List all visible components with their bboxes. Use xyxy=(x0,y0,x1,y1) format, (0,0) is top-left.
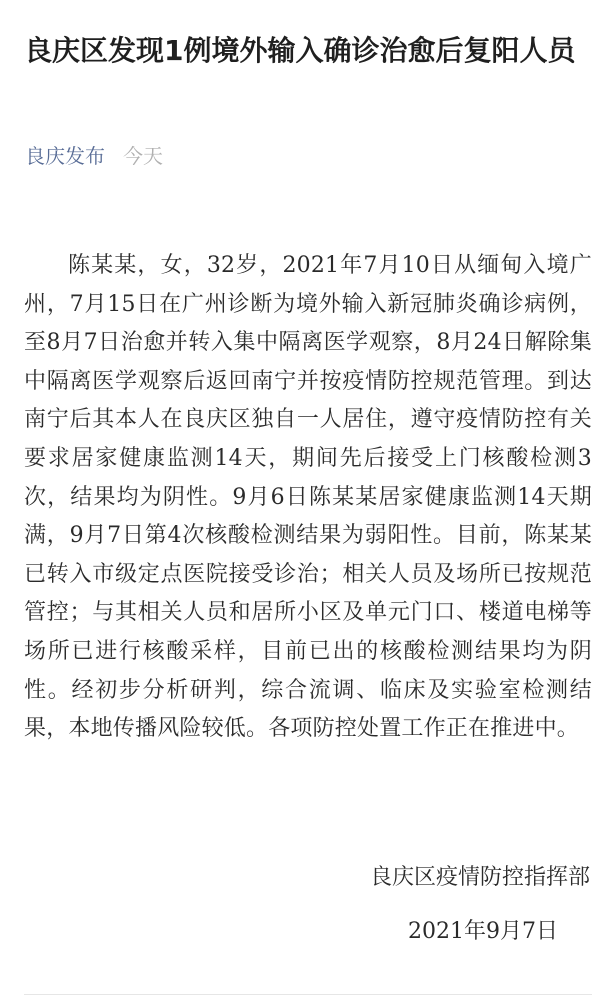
article-meta xyxy=(25,138,163,170)
publish-time: 今天 xyxy=(123,143,163,168)
account-name-link[interactable]: 良庆发布 xyxy=(25,143,105,168)
article-title: 良庆区发现1例境外输入确诊治愈后复阳人员 xyxy=(24,34,576,67)
bottom-divider xyxy=(24,994,592,995)
article-signature: 良庆区疫情防控指挥部 xyxy=(369,865,590,890)
article-body-paragraph: 陈某某，女，32岁，2021年7月10日从缅甸入境广州，7月15日在广州诊断为境外输入新冠肺炎确诊病例，至8月7日治愈并转入集中隔离医学观察，8月24日解除集中隔离医学观察后返回南宁并按疫情防控规范管理。到达南宁后其本人在良庆区独自一人居住，遵守疫情防控有关要求居家健康监测14天，期间先后接受上门核酸检测3次，结果均为阴性。9月6日陈某某居家健康监测14天期满，9月7日第4次核酸检测结果为弱阳性。目前，陈某某已转入市级定点医院接受诊治；相关人员及场所已按规范管控；与其相关人员和居所小区及单元门口、楼道电梯等场所已进行核酸采样，目前已出的核酸检测结果均为阴性。经初步分析研判，综合流调、临床及实验室检测结果，本地传播风险较低。各项防控处置工作正在推进中。 xyxy=(24,253,592,742)
signature-date: 2021年9月7日 xyxy=(408,919,558,944)
